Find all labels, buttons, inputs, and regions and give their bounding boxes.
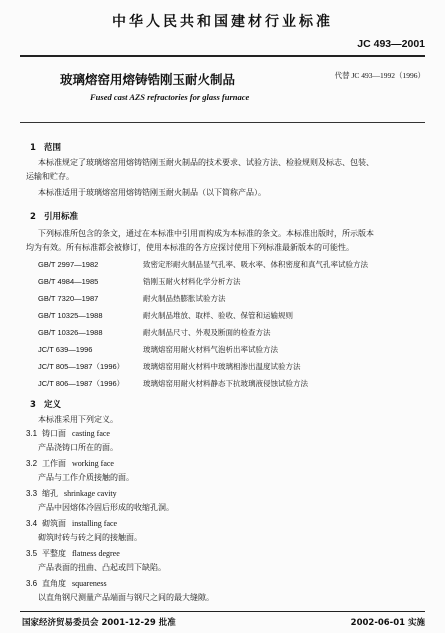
reference-code: JC/T 806—1987（1996） — [38, 379, 125, 388]
issuing-header: 中华人民共和国建材行业标准 — [112, 14, 333, 30]
term-number: 3.1 — [26, 429, 38, 438]
reference-item — [38, 327, 271, 338]
term-chinese: 缩孔 — [42, 489, 58, 498]
header-rule — [20, 55, 425, 57]
term-english: working face — [72, 459, 114, 468]
section-heading-references — [30, 210, 78, 222]
scope-paragraph-1-cont: 运输和贮存。 — [26, 172, 74, 181]
term-heading — [26, 458, 114, 469]
section-title: 范围 — [44, 143, 62, 153]
term-chinese: 直角度 — [42, 579, 66, 588]
scope-paragraph-2: 本标准适用于玻璃熔窑用熔铸锆刚玉耐火制品（以下简称产品）。 — [38, 188, 266, 197]
term-definition: 产品中因熔体冷固后形成的收缩孔洞。 — [38, 503, 174, 512]
reference-item — [38, 310, 293, 321]
reference-title: 玻璃熔窑用耐火材料静态下抗玻璃液侵蚀试验方法 — [143, 379, 308, 388]
reference-item — [38, 293, 226, 304]
term-english: shrinkage cavity — [64, 489, 117, 498]
section-number: 1 — [30, 143, 36, 153]
term-heading — [26, 488, 117, 499]
reference-item — [38, 276, 241, 287]
section-number: 2 — [30, 212, 36, 222]
reference-title: 玻璃熔窑用耐火材料中玻璃相渗出温度试验方法 — [143, 362, 301, 371]
term-definition: 产品与工作介质接触的面。 — [38, 473, 134, 482]
document-title: 玻璃熔窑用熔铸锆刚玉耐火制品 — [60, 72, 236, 87]
term-number: 3.4 — [26, 519, 38, 528]
term-english: casting face — [72, 429, 110, 438]
reference-title: 耐火制品堆放、取样、验收、保管和运输规则 — [143, 311, 293, 320]
section-heading-scope — [30, 141, 61, 153]
term-heading — [26, 578, 107, 589]
term-chinese: 工作面 — [42, 459, 66, 468]
reference-title: 玻璃熔窑用耐火材料气泡析出率试验方法 — [143, 345, 278, 354]
term-number: 3.3 — [26, 489, 38, 498]
title-rule — [20, 122, 425, 123]
footer-rule — [20, 611, 425, 612]
term-number: 3.2 — [26, 459, 38, 468]
reference-item — [38, 361, 301, 372]
reference-item — [38, 344, 278, 355]
implementation-note: 2002-06-01 实施 — [350, 618, 425, 628]
section-title: 引用标准 — [44, 212, 79, 222]
reference-item — [38, 259, 368, 270]
term-heading — [26, 518, 117, 529]
reference-title: 致密定形耐火制品显气孔率、吸水率、体积密度和真气孔率试验方法 — [143, 260, 368, 269]
replaces-note: 代替 JC 493—1992（1996） — [334, 71, 425, 80]
term-definition: 产品浇铸口所在的面。 — [38, 443, 118, 452]
term-chinese: 铸口面 — [42, 429, 66, 438]
reference-code: GB/T 7320—1987 — [38, 294, 99, 303]
term-heading — [26, 428, 110, 439]
reference-title: 锆刚玉耐火材料化学分析方法 — [143, 277, 241, 286]
term-english: flatness degree — [72, 549, 120, 558]
reference-code: JC/T 805—1987（1996） — [38, 362, 125, 371]
reference-item — [38, 378, 308, 389]
section-heading-definitions — [30, 398, 61, 410]
reference-title: 耐火制品热膨胀试验方法 — [143, 294, 226, 303]
english-title: Fused cast AZS refractories for glass furnace — [90, 92, 250, 102]
term-number: 3.6 — [26, 579, 38, 588]
definitions-intro: 本标准采用下列定义。 — [38, 415, 118, 424]
term-heading — [26, 548, 120, 559]
term-english: installing face — [72, 519, 118, 528]
term-english: squareness — [72, 579, 107, 588]
scope-paragraph-1: 本标准规定了玻璃熔窑用熔铸锆刚玉耐火制品的技术要求、试验方法、检验规则及标志、包装、 — [38, 158, 374, 167]
approval-note: 国家经济贸易委员会 2001-12-29 批准 — [22, 618, 176, 628]
term-number: 3.5 — [26, 549, 38, 558]
standard-number: JC 493—2001 — [357, 38, 425, 50]
reference-code: JC/T 639—1996 — [38, 345, 93, 354]
term-definition: 产品表面的扭曲、凸起或凹下缺陷。 — [38, 563, 166, 572]
reference-code: GB/T 2997—1982 — [38, 260, 99, 269]
references-paragraph: 下列标准所包含的条文，通过在本标准中引用而构成为本标准的条文。本标准出版时，所示版本 — [38, 229, 374, 238]
reference-code: GB/T 10326—1988 — [38, 328, 103, 337]
section-number: 3 — [30, 400, 36, 410]
term-chinese: 砌筑面 — [42, 519, 66, 528]
reference-code: GB/T 4984—1985 — [38, 277, 99, 286]
section-title: 定义 — [44, 400, 62, 410]
term-definition: 砌筑时砖与砖之间的接触面。 — [38, 533, 142, 542]
references-paragraph-cont: 均为有效。所有标准都会被修订，使用本标准的各方应探讨使用下列标准最新版本的可能性。 — [26, 243, 354, 252]
reference-title: 耐火制品尺寸、外观及断面的检查方法 — [143, 328, 271, 337]
term-chinese: 平整度 — [42, 549, 66, 558]
term-definition: 以直角钢尺测量产品端面与钢尺之间的最大缝隙。 — [38, 593, 214, 602]
reference-code: GB/T 10325—1988 — [38, 311, 103, 320]
